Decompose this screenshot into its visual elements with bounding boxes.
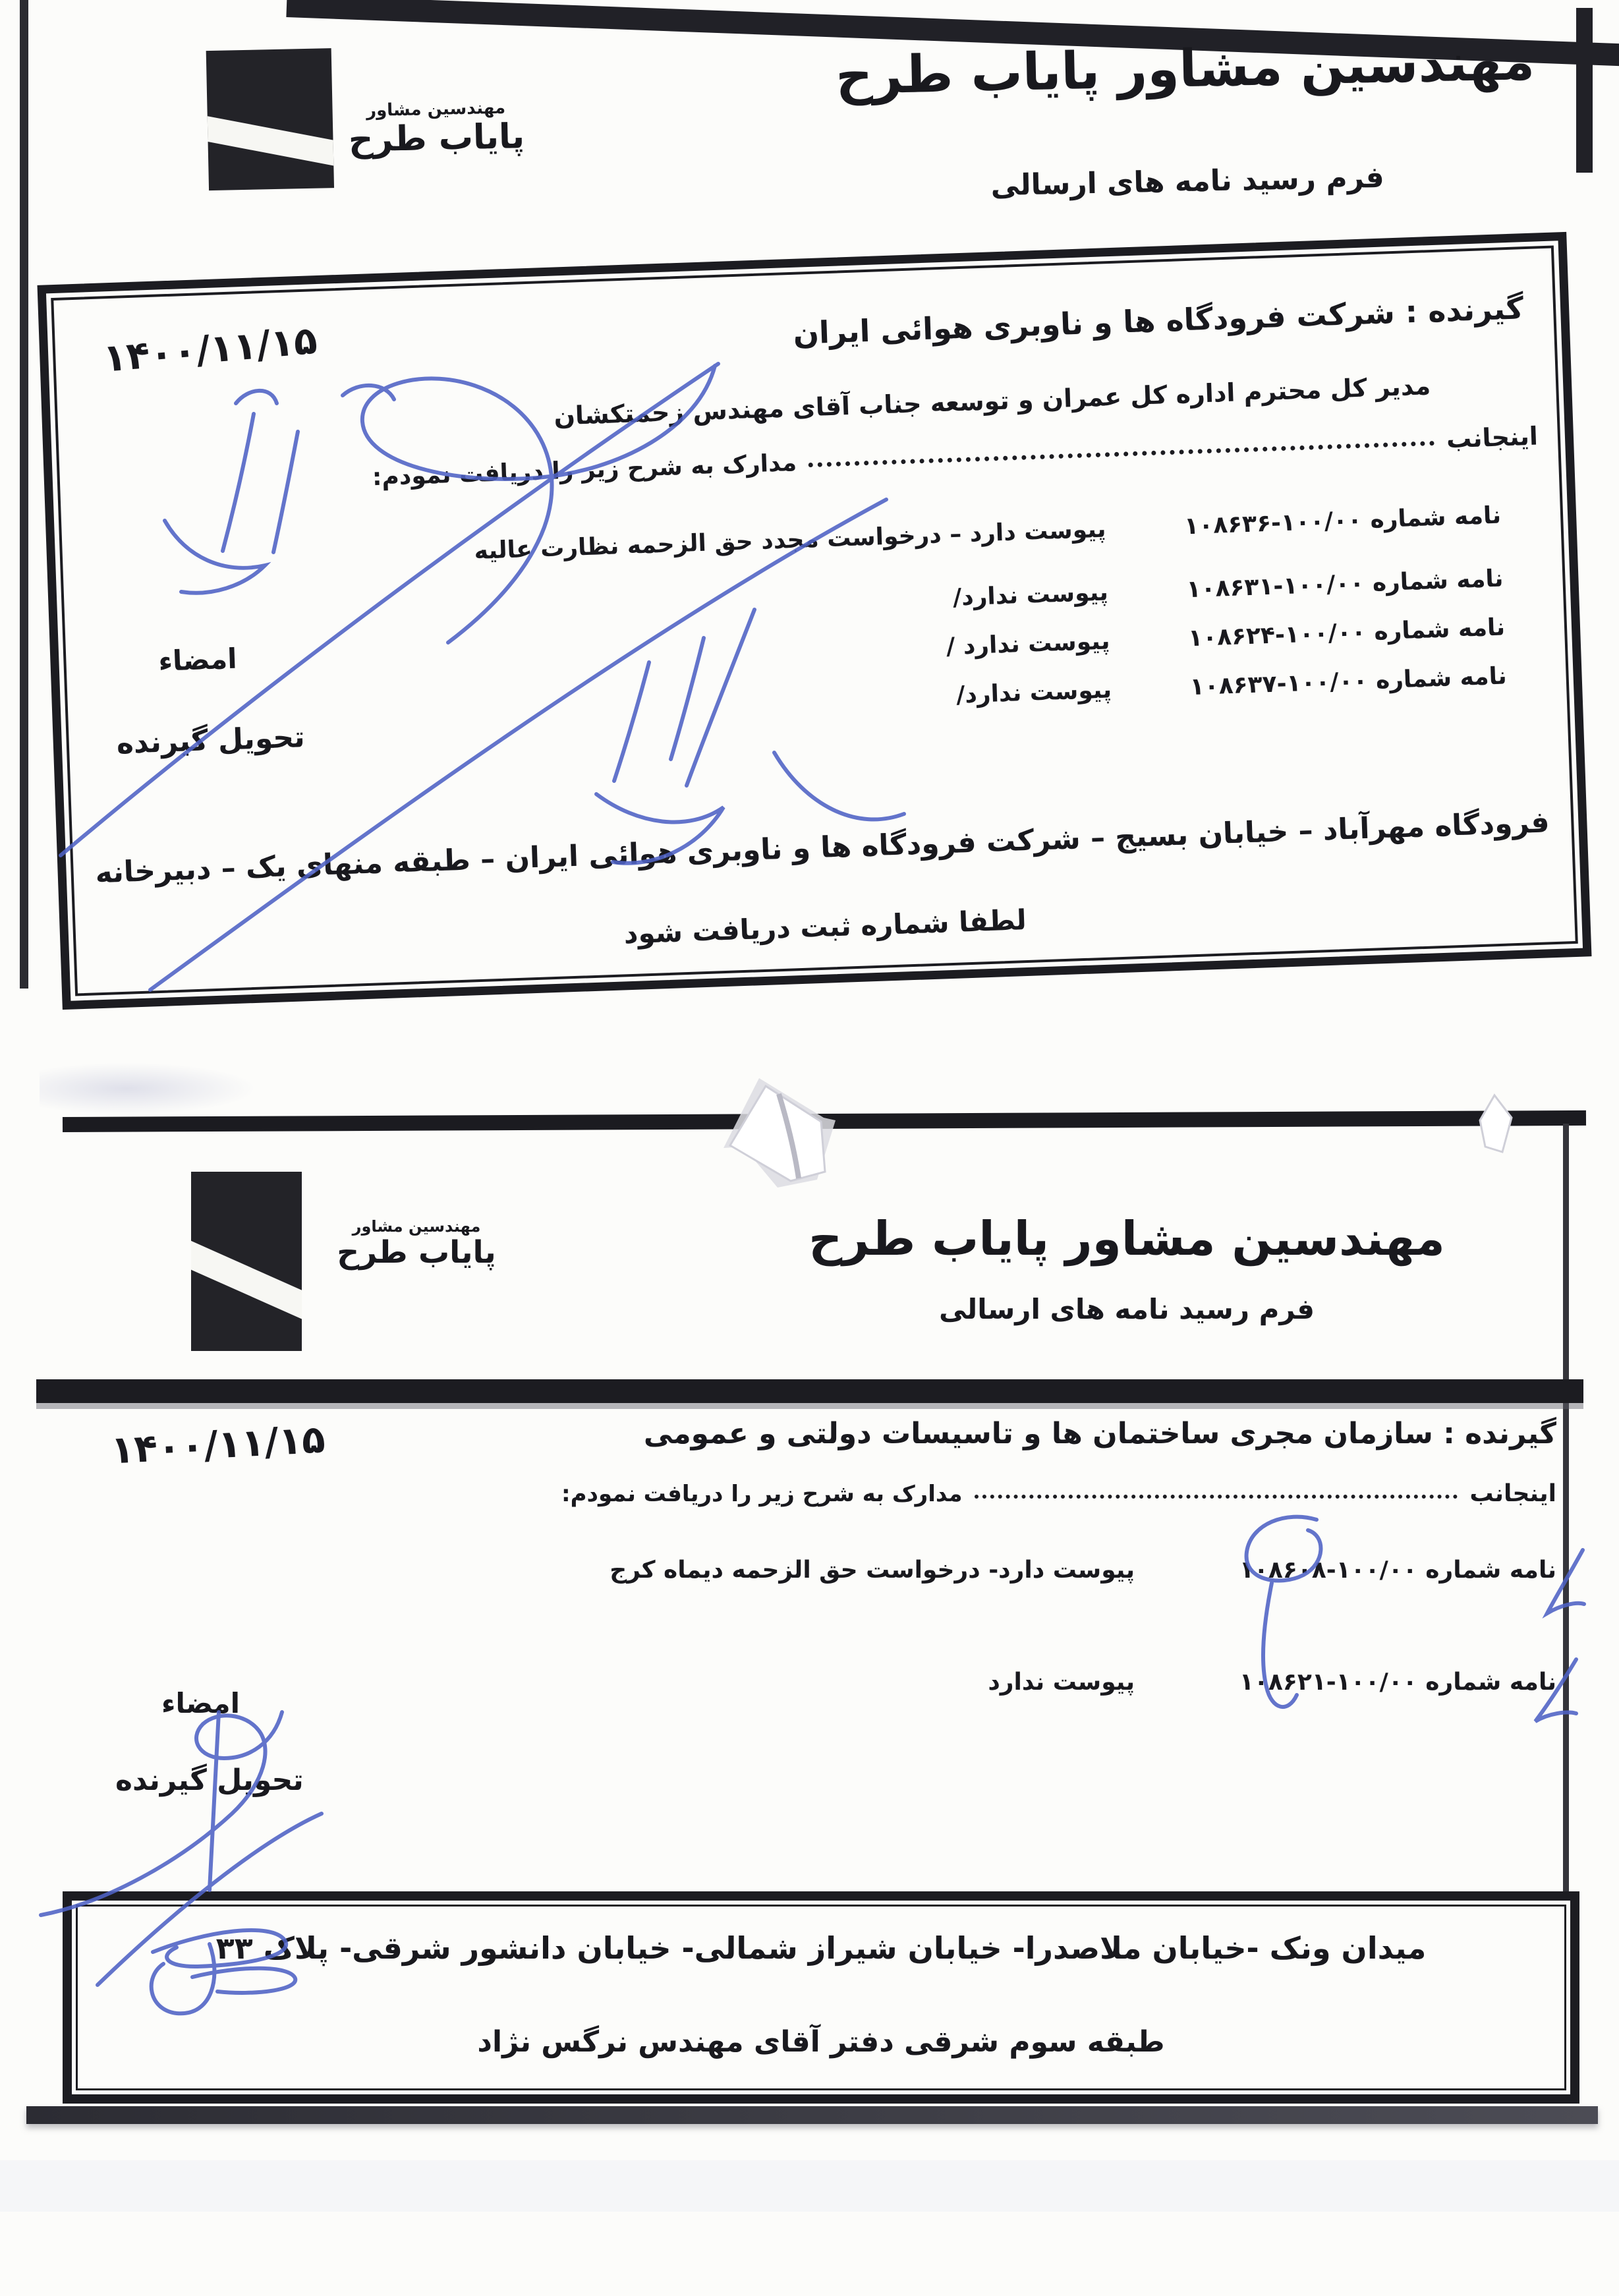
attachment-note: پیوست ندارد/ (952, 579, 1109, 612)
letter-number: نامه شماره ۱۰۰/۰۰-۱۰۸۶۲۴ (1187, 614, 1506, 652)
recipient-line: گیرنده : سازمان مجری ساختمان ها و تاسیسات دولتی و عمومی (643, 1417, 1556, 1450)
page2-subtitle: فرم رسید نامه های ارسالی (938, 1293, 1315, 1325)
attachment-note: پیوست دارد – درخواست مجدد حق الزحمه نظارت عالیه (473, 515, 1107, 565)
declaration-prefix: اینجانب (1446, 421, 1539, 454)
letter-number: نامه شماره ۱۰۰/۰۰-۱۰۸۶۲۱ (1239, 1669, 1556, 1696)
declaration-line (561, 1480, 1556, 1507)
letter-row (467, 502, 1501, 565)
scan-faint-band (0, 2160, 1619, 2212)
page-separator-bar (63, 1110, 1586, 1132)
page2-title: مهندسین مشاور پایاب طرح (809, 1211, 1445, 1266)
dotted-blank (975, 1495, 1458, 1499)
logo-brand-top: مهندسین مشاور (366, 98, 506, 121)
logo-brand-bottom: پایاب طرح (348, 116, 525, 160)
signature-stroke (210, 1712, 219, 1890)
signature-label: امضاء (157, 642, 238, 677)
declaration-suffix: مدارک به شرح زیر را دریافت نمودم: (561, 1481, 963, 1507)
receipt-form-1-inner-border (51, 246, 1578, 996)
logo-wordmark (337, 98, 536, 161)
address-line-2: لطفا شماره ثبت دریافت شود (623, 904, 1027, 950)
logo-brand-top: مهندسین مشاور (352, 1217, 481, 1236)
declaration-prefix: اینجانب (1469, 1480, 1556, 1507)
logo-stripe (191, 1239, 302, 1326)
address-box-inner-border (76, 1905, 1566, 2090)
scan-smudge (40, 1062, 257, 1115)
page1-title: مهندسین مشاور پایاب طرح (835, 32, 1535, 107)
recipient-line: گیرنده : شرکت فرودگاه ها و ناوبری هوائی ایران (792, 290, 1525, 351)
letter-row (469, 1557, 1556, 1584)
receipt-form-1 (38, 232, 1592, 1010)
address-line-1: فرودگاه مهرآباد – خیابان بسیج – شرکت فرودگاه ها و ناوبری هوائی ایران – طبقه منهای یک – دبیرخانه (94, 805, 1550, 890)
attention-line: مدیر کل محترم اداره کل عمران و توسعه جناب آقای مهندس زحمتکشان (553, 371, 1431, 431)
logo-brand-bottom: پایاب طرح (337, 1234, 496, 1271)
letter-number: نامه شماره ۱۰۰/۰۰-۱۰۸۶۰۸ (1239, 1557, 1556, 1584)
receiver-label: تحویل گیرنده (115, 1764, 304, 1797)
signature-stroke (41, 1712, 282, 1915)
page1-header (0, 0, 1619, 254)
letter-number: نامه شماره ۱۰۰/۰۰-۱۰۸۶۳۶ (1183, 502, 1502, 540)
scan-bottom-bar (26, 2106, 1598, 2124)
address-line-2: طبقه سوم شرقی دفتر آقای مهندس نرگس نژاد (477, 2025, 1165, 2059)
attachment-note: پیوست ندارد/ (955, 676, 1112, 709)
attachment-note: پیوست ندارد (988, 1669, 1135, 1696)
attachment-note: پیوست دارد- درخواست حق الزحمه دیماه کرج (610, 1557, 1135, 1584)
letter-row (472, 662, 1507, 726)
logo-wordmark (311, 1218, 522, 1271)
attachment-note: پیوست ندارد / (946, 627, 1111, 661)
receiver-label: تحویل گیرنده (115, 720, 306, 761)
page1-subtitle: فرم رسید نامه های ارسالی (990, 160, 1385, 203)
company-logo-icon (191, 1172, 302, 1351)
date-stamp: ۱۴۰۰/۱۱/۱۵ (101, 317, 319, 381)
letter-number: نامه شماره ۱۰۰/۰۰-۱۰۸۶۳۷ (1189, 662, 1508, 701)
address-box (63, 1891, 1579, 2104)
declaration-line (372, 422, 1538, 492)
address-line-1: میدان ونک -خیابان ملاصدرا- خیابان شیراز شمالی- خیابان دانشور شرقی- پلاک ۳۳ (215, 1930, 1427, 1966)
signature-label: امضاء (161, 1687, 241, 1719)
letter-number: نامه شماره ۱۰۰/۰۰-۱۰۸۶۳۱ (1185, 565, 1504, 604)
company-logo-icon (206, 48, 334, 190)
date-stamp: ۱۴۰۰/۱۱/۱۵ (109, 1416, 327, 1473)
dotted-blank (809, 441, 1434, 467)
letter-row (469, 1669, 1556, 1696)
declaration-suffix: مدارک به شرح زیر را دریافت نمودم: (372, 449, 797, 492)
header-divider-bar (36, 1379, 1583, 1403)
logo-stripe (206, 115, 334, 170)
